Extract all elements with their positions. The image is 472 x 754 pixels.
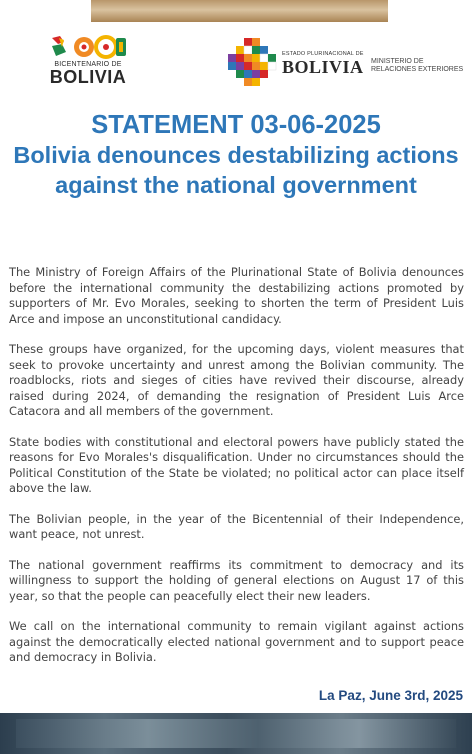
ministerio-line-2: RELACIONES EXTERIORES: [371, 66, 464, 73]
bicentenario-big-text: BOLIVIA: [49, 67, 127, 87]
statement-date: La Paz, June 3rd, 2025: [318, 688, 463, 703]
wiphala-mosaic-icon: [226, 38, 278, 90]
body-paragraph-4: The Bolivian people, in the year of the Bicentennial of their Independence, want peace, not unrest.: [9, 511, 464, 541]
bicentenario-symbols-icon: [50, 34, 126, 60]
bicentenario-small-text: BICENTENARIO DE: [54, 61, 122, 68]
ministerio-line-1: MINISTERIO DE: [371, 58, 424, 65]
estado-plurinacional-text: ESTADO PLURINACIONAL DE: [282, 51, 364, 57]
decorative-bottom-bar-inner: [16, 719, 456, 748]
body-paragraph-2: These groups have organized, for the upcoming days, violent measures that seek to provoke uncertainty and unrest among the Bolivian community. The roadblocks, riots and sieges of cities have revived their discourse, already raised during 2024, of demanding the resignation of President Luis Arce Catacora and all members of the government.: [9, 342, 464, 418]
bolivia-wordmark: BOLIVIA: [282, 57, 364, 77]
body-paragraph-5: The national government reaffirms its commitment to democracy and its willingness to support the holding of general elections on August 17 of this year, so that the people can peacefully elect their new leaders.: [9, 557, 464, 603]
ministry-logo: [226, 38, 466, 90]
decorative-top-bar: [91, 0, 388, 22]
ministerio-label: [371, 58, 471, 74]
decorative-bottom-bar: [0, 713, 472, 754]
body-paragraph-6: We call on the international community to remain vigilant against actions against the democratically elected national government and to support peace and democracy in Bolivia.: [9, 619, 464, 664]
statement-title: [0, 110, 472, 200]
body-paragraph-1: The Ministry of Foreign Affairs of the Plurinational State of Bolivia denounces before the international community the destabilizing actions promoted by supporters of Mr. Evo Morales, seeking to shorten the term of President Luis Arce and impose an unconstitutional candidacy.: [9, 265, 464, 326]
statement-headline: Bolivia denounces destabilizing actions against the national government: [13, 142, 459, 198]
statement-number: STATEMENT 03-06-2025: [91, 111, 381, 139]
body-paragraph-3: State bodies with constitutional and electoral powers have publicly stated the reasons for Evo Morales's disqualification. Under no circumstances should the Political Constitution of the State be violated; no political actor can place itself above the law.: [9, 434, 464, 495]
bicentenario-logo: [46, 34, 130, 88]
statement-body: [9, 265, 464, 666]
